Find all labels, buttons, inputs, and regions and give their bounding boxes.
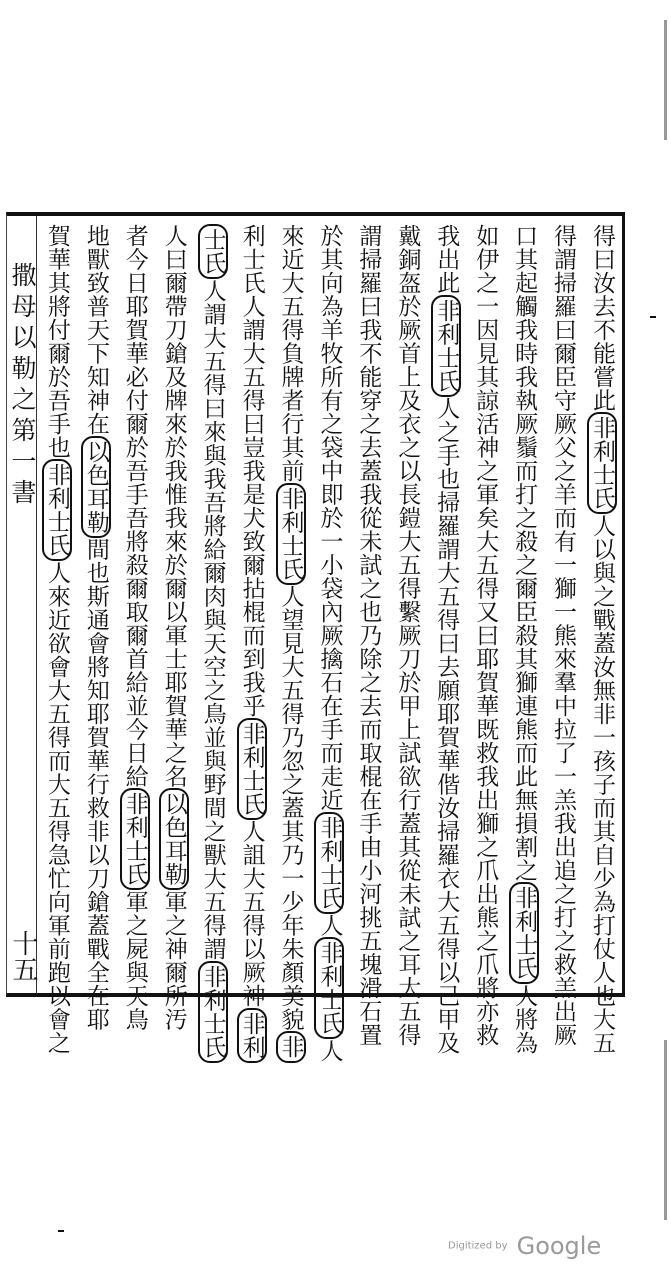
text-column <box>192 224 231 1059</box>
text-run: 人曰爾帶刀鎗及牌來於我惟我來於爾以軍士耶賀華之名 <box>160 224 187 788</box>
annotation-mark <box>650 316 656 318</box>
text-column <box>153 224 192 1031</box>
text-column <box>386 224 425 1047</box>
boxed-proper-name: 非利士氏 <box>509 882 539 984</box>
page-edge-mark <box>664 1040 667 1220</box>
text-run: 得曰汝去不能嘗此 <box>588 224 615 412</box>
text-run: 人謂大五得曰豈我是犬致爾拈棍而到我乎 <box>238 294 265 718</box>
annotation-mark <box>58 1230 64 1232</box>
text-run: 得謂掃羅曰爾臣守厥父之羊而有一獅一熊來羣中拉了一羔我出追之打之救羔出厥 <box>550 224 577 1047</box>
boxed-proper-name: 非利士氏 <box>120 788 150 890</box>
text-run: 人之手也掃羅謂大五得曰去願耶賀華偕汝掃羅衣大五得以己甲及 <box>433 396 460 1055</box>
text-column <box>114 224 153 1031</box>
google-logo-text: Google <box>516 1232 602 1260</box>
main-text-block <box>36 224 620 1063</box>
text-run: 人以與之戰蓋汝無非一孩子而其自少為打仗人也大五 <box>588 514 615 1055</box>
text-run: 人詛大五得以厥神 <box>238 819 265 1008</box>
text-column <box>270 224 309 1059</box>
text-column <box>231 224 270 1059</box>
text-column <box>309 224 348 1063</box>
text-run: 軍之神爾所汚 <box>160 890 187 1031</box>
boxed-proper-name: 以色耳勒 <box>159 788 189 890</box>
boxed-proper-name: 非 <box>276 1031 306 1063</box>
text-run: 人來近欲會大五得而大五得急忙向軍前跑以會之 <box>43 561 70 1055</box>
digitized-watermark <box>448 1232 601 1260</box>
text-run: 來近大五得負牌者行其前 <box>277 224 304 483</box>
text-column <box>581 224 620 1055</box>
text-column <box>36 224 75 1055</box>
boxed-proper-name: 非利士氏 <box>276 483 306 585</box>
boxed-proper-name: 非利士氏 <box>42 459 72 561</box>
text-run: 賀華其將付爾於吾手也 <box>43 224 70 459</box>
page-edge-mark <box>664 20 667 140</box>
margin-book-title: 撒母以勒之第一書 <box>8 262 37 510</box>
text-run: 者今日耶賀華必付爾於吾手吾將殺爾取爾首給並今日給 <box>121 224 148 788</box>
boxed-proper-name: 非利士氏 <box>198 961 228 1063</box>
boxed-proper-name: 士氏 <box>198 224 228 279</box>
text-column <box>347 224 386 1047</box>
text-column <box>464 224 503 1047</box>
text-run: 我出此 <box>433 224 460 295</box>
boxed-proper-name: 非利士氏 <box>314 937 344 1039</box>
text-run: 間也斯通會將知耶賀華行救非以刀鎗蓋戰全在耶 <box>82 537 109 1031</box>
text-run: 地獸致普天下知神在 <box>82 224 109 436</box>
boxed-proper-name: 非利士氏 <box>431 295 461 397</box>
text-run: 口其起觸我時我執厥鬚而打之殺之爾臣殺其獅連熊而此無損割之 <box>511 224 538 882</box>
text-run: 人將為 <box>511 984 538 1055</box>
text-run: 謂掃羅曰我不能穿之去蓋我從未試之也乃除之去而取棍在手由小河挑五塊滑石置 <box>355 224 382 1047</box>
text-run: 人 <box>316 1039 343 1063</box>
text-run: 如伊之一因見其諒活神之軍矣大五得又曰耶賀華既救我出獅之爪出熊之爪將亦救 <box>472 224 499 1047</box>
text-run: 軍之屍與天鳥 <box>121 890 148 1031</box>
boxed-proper-name: 非利士氏 <box>237 718 267 820</box>
page-number: 十五 <box>8 930 38 982</box>
text-column <box>425 224 464 1055</box>
text-run: 利士氏 <box>238 224 265 295</box>
text-run: 於其向為羊牧所有之袋中即於一小袋內厥擒石在手而走近 <box>316 224 343 812</box>
boxed-proper-name: 非利 <box>237 1008 267 1063</box>
text-column <box>75 224 114 1031</box>
boxed-proper-name: 以色耳勒 <box>81 436 111 538</box>
text-column <box>503 224 542 1055</box>
boxed-proper-name: 非利士氏 <box>587 412 617 514</box>
text-column <box>542 224 581 1047</box>
text-run: 人 <box>316 913 343 937</box>
text-run: 人謂大五得曰來與我吾將給爾肉與天空之鳥並與野間之獸大五得謂 <box>199 279 226 961</box>
text-run: 戴銅盔於厥首上及衣之以長鎧大五得繫厥刀於甲上試欲行蓋其從未試之耳大五得 <box>394 224 421 1047</box>
boxed-proper-name: 非利士氏 <box>314 812 344 914</box>
watermark-prefix: Digitized by <box>448 1240 508 1252</box>
text-run: 人望見大五得乃忽之蓋其乃一少年朱顏美貌 <box>277 584 304 1031</box>
